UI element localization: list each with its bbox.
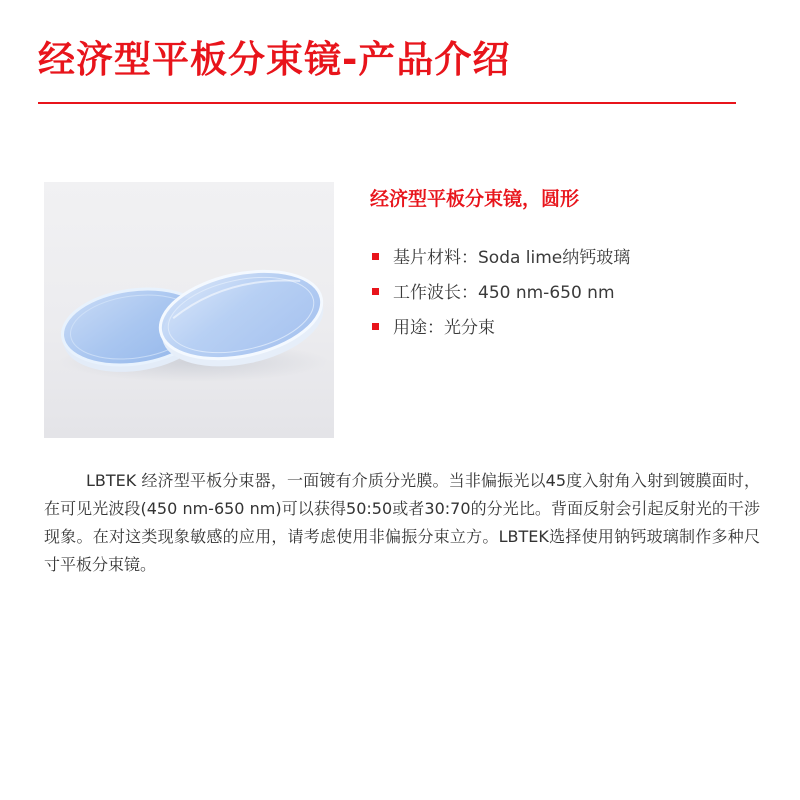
round-glass-plates-image	[44, 182, 334, 438]
product-subtitle: 经济型平板分束镜，圆形	[370, 188, 580, 210]
spec-item-usage	[372, 314, 630, 349]
spec-text: 基片材料：Soda lime纳钙玻璃	[393, 248, 631, 268]
spec-text: 工作波长：450 nm-650 nm	[393, 283, 615, 303]
page-title: 经济型平板分束镜-产品介绍	[38, 38, 511, 81]
square-bullet-icon	[372, 288, 379, 295]
spec-text: 用途：光分束	[393, 318, 495, 338]
spec-item-wavelength	[372, 279, 630, 314]
square-bullet-icon	[372, 323, 379, 330]
spec-list	[372, 244, 630, 349]
square-bullet-icon	[372, 253, 379, 260]
title-divider	[38, 102, 736, 104]
spec-item-material	[372, 244, 630, 279]
product-image	[44, 182, 334, 438]
product-description: LBTEK 经济型平板分束器，一面镀有介质分光膜。当非偏振光以45度入射角入射到镀膜面时，在可见光波段(450 nm-650 nm)可以获得50:50或者30:70的分光比。背面反射会引起反射光的干涉现象。在对这类现象敏感的应用，请考虑使用非偏振分束立方。LBTEK选择使用钠钙玻璃制作多种尺寸平板分束镜。	[44, 471, 760, 574]
